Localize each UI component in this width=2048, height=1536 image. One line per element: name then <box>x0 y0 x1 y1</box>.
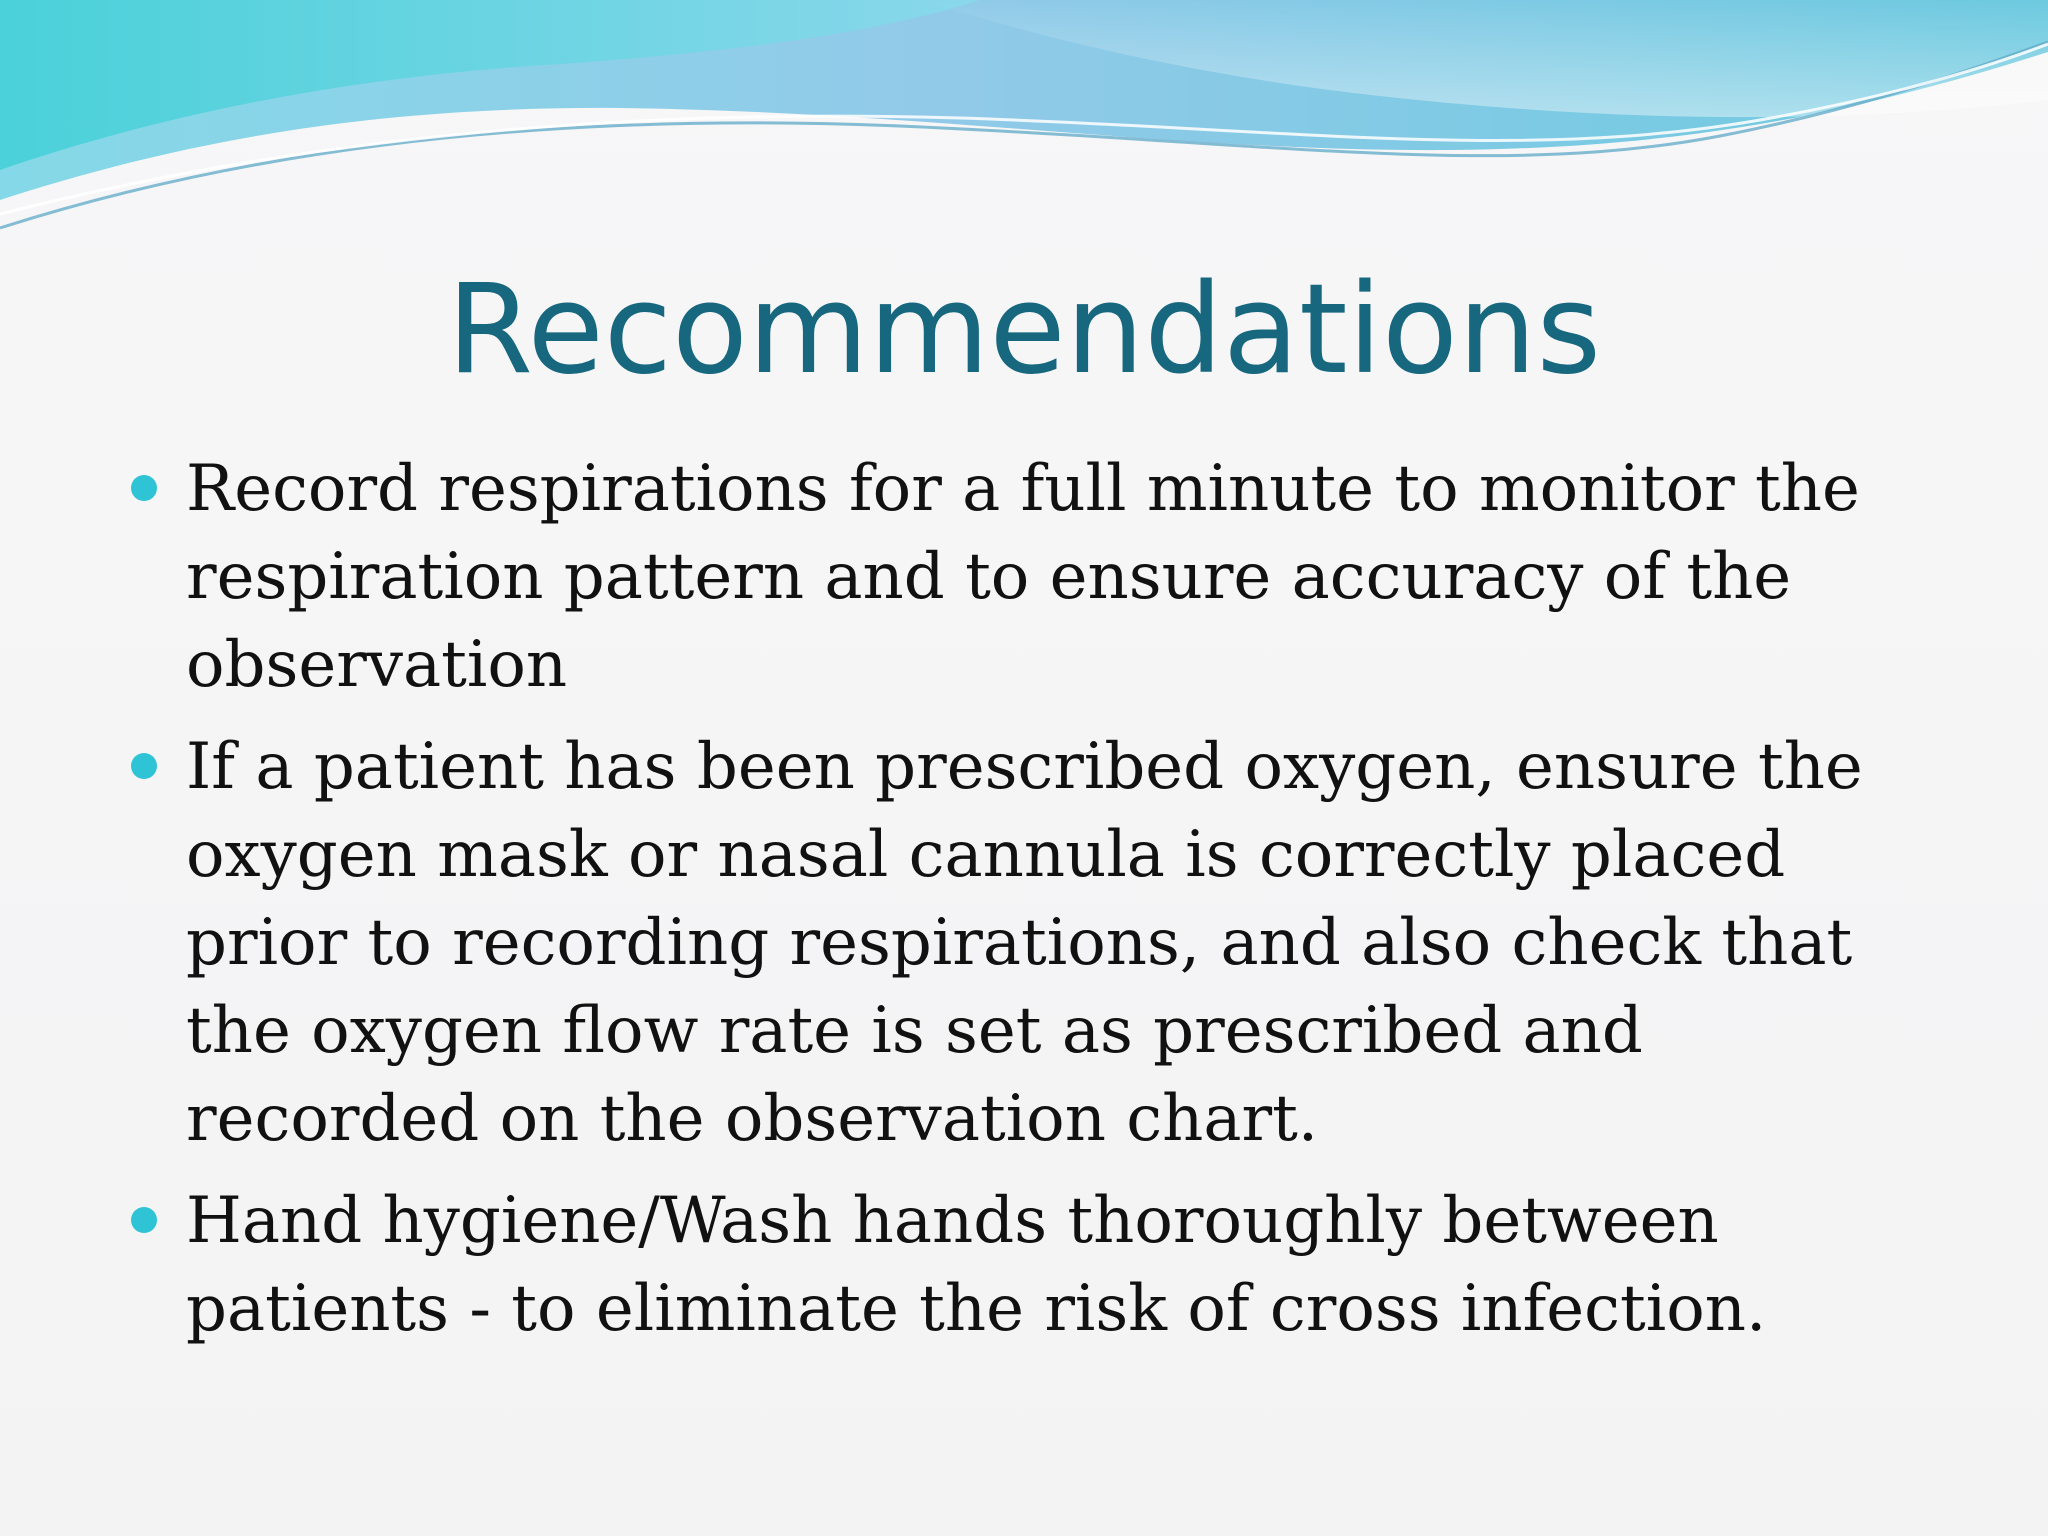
filled-circle-icon <box>131 753 157 779</box>
header-wave-decoration <box>0 0 2048 260</box>
bullet-item <box>120 723 1910 1163</box>
bullet-text: Hand hygiene/Wash hands thoroughly between patients - to eliminate the risk of cross infection. <box>186 1184 1767 1346</box>
bullet-text: If a patient has been prescribed oxygen, ensure the oxygen mask or nasal cannula is correctly placed prior to recording respirations, and also check that the oxygen flow rate is set as prescribed and recorded on the observation chart. <box>186 730 1863 1156</box>
bullet-item <box>120 1177 1910 1353</box>
bullet-list <box>120 445 1910 1367</box>
filled-circle-icon <box>131 1207 157 1233</box>
bullet-text: Record respirations for a full minute to monitor the respiration pattern and to ensure accuracy of the observation <box>186 452 1860 702</box>
filled-circle-icon <box>131 475 157 501</box>
slide-title: Recommendations <box>446 258 1602 402</box>
bullet-item <box>120 445 1910 709</box>
